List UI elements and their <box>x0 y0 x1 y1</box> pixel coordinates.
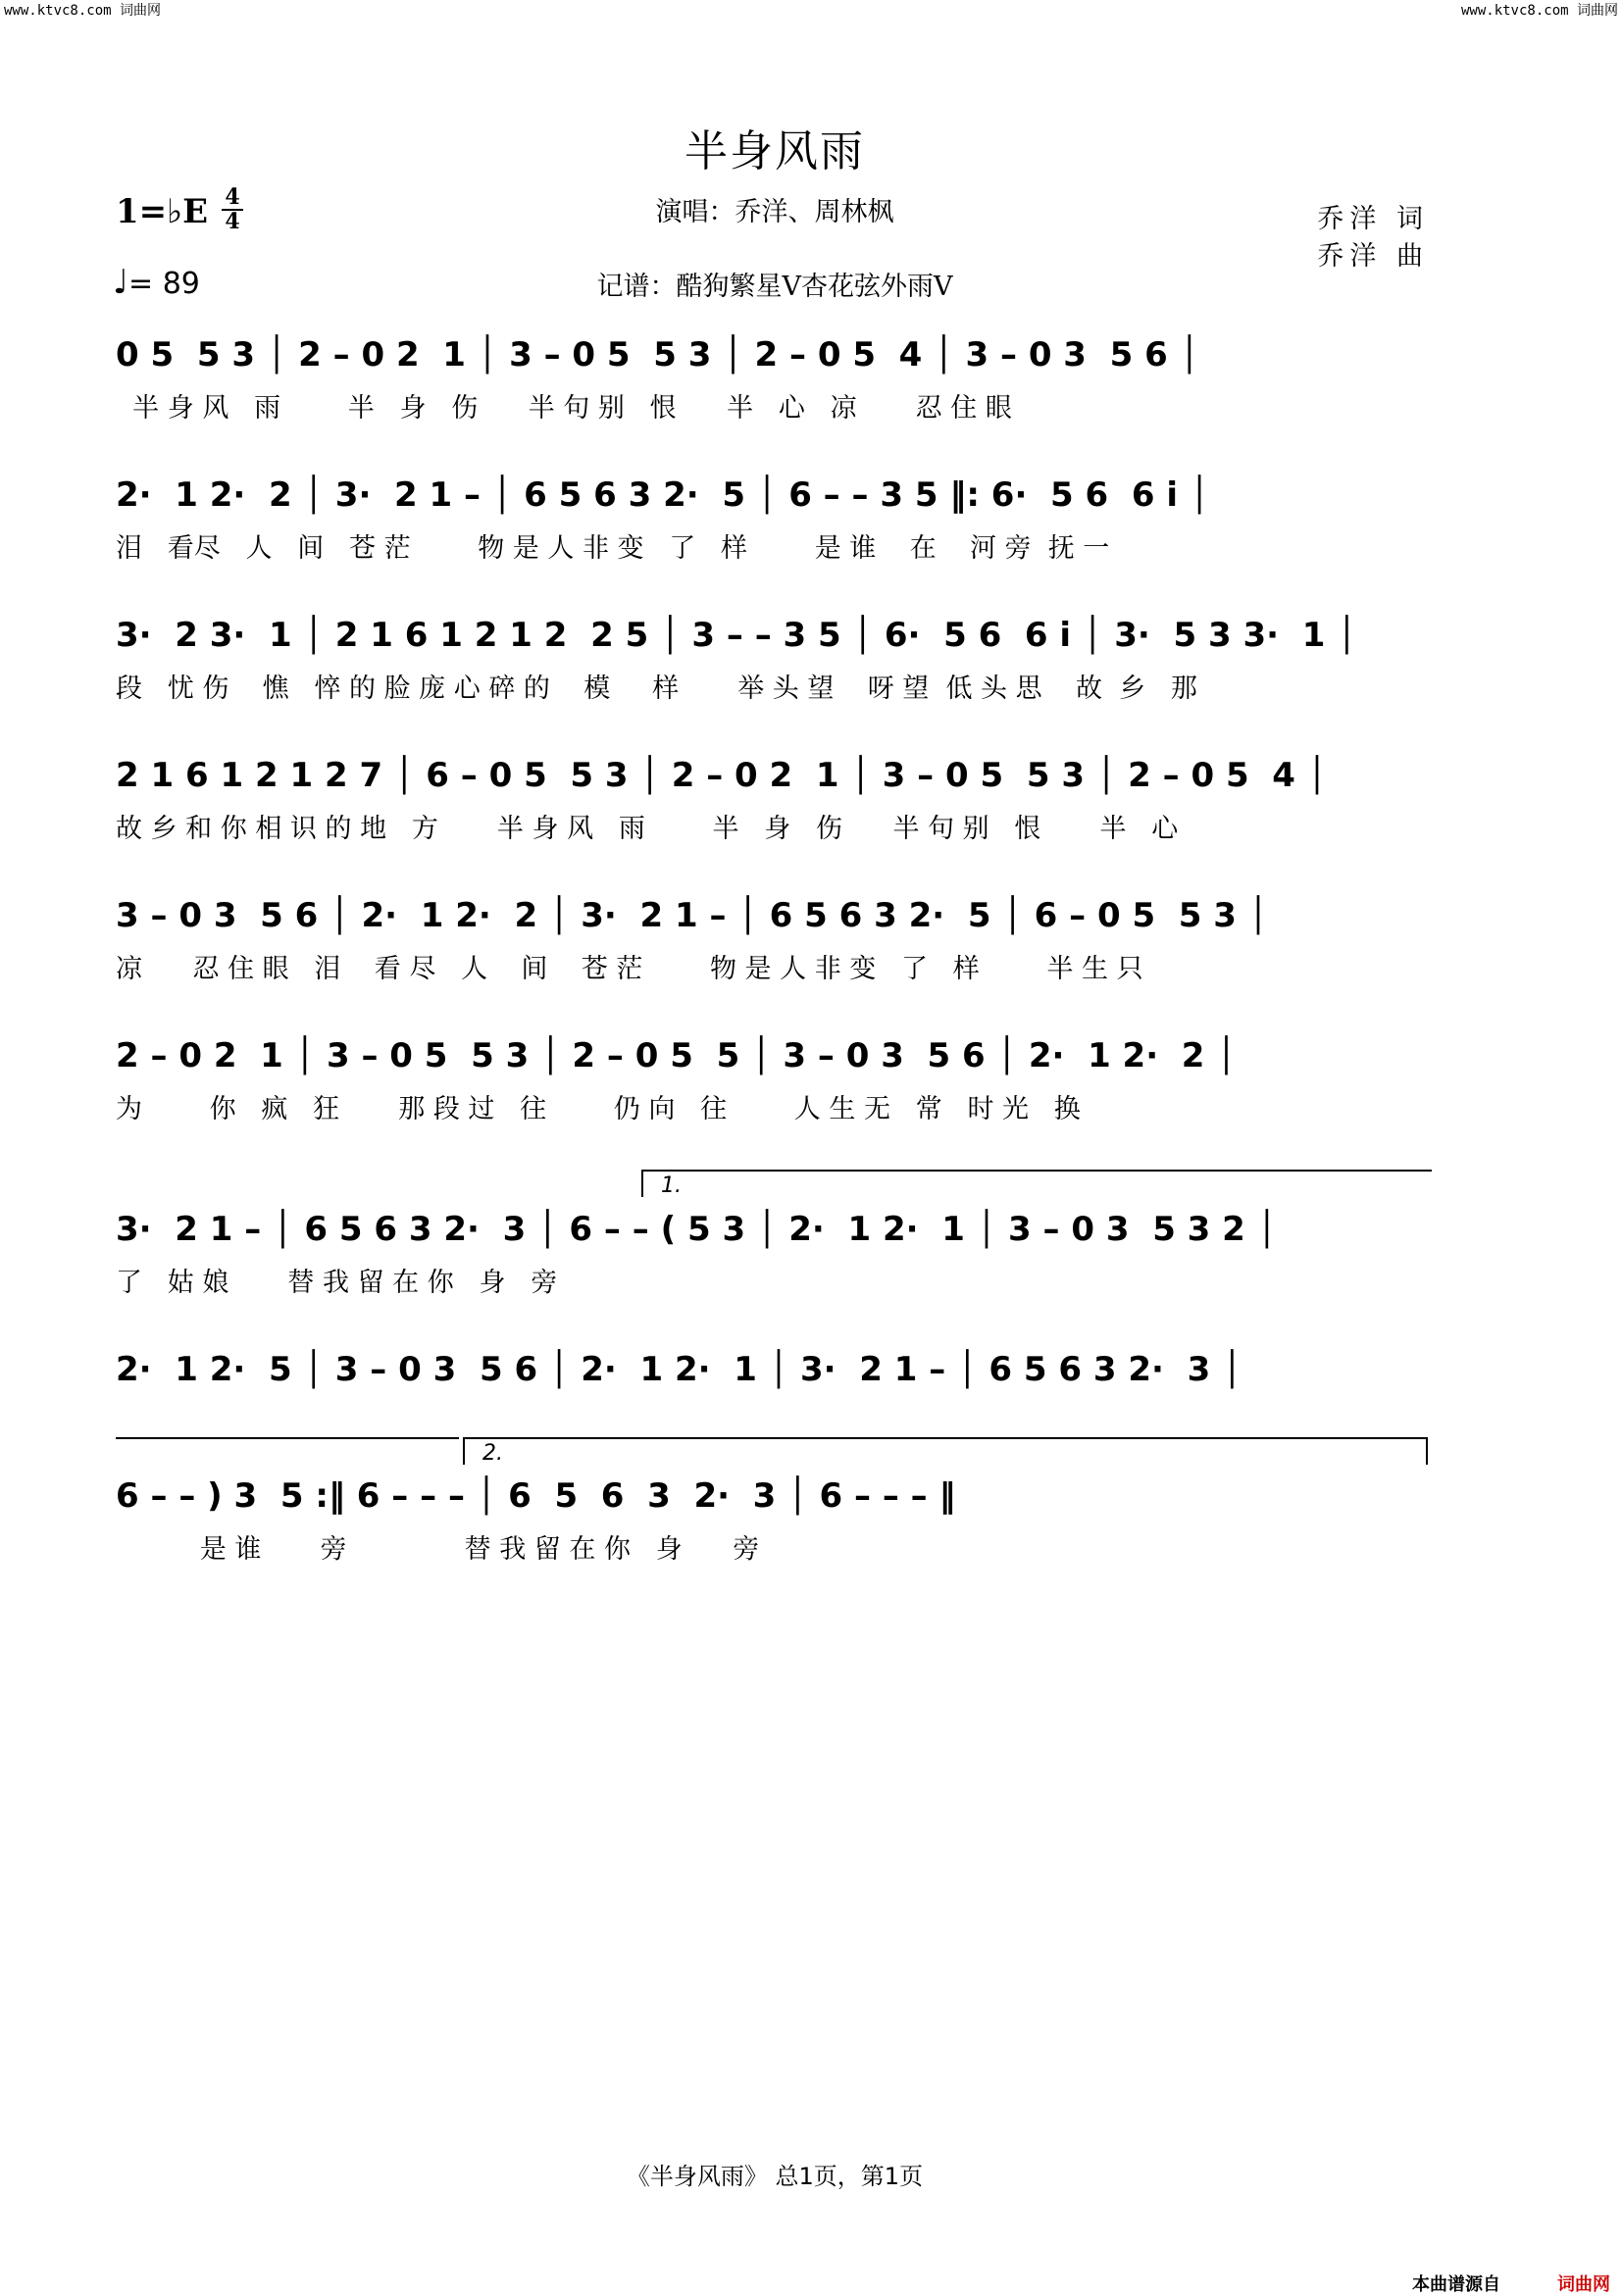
first-ending-bracket <box>641 1170 1432 1197</box>
tempo-marking <box>113 263 200 302</box>
credits <box>1317 201 1429 275</box>
header-left <box>4 0 161 20</box>
notes-line: 2· 1 2· 5 │ 3 – 0 3 5 6 │ 2· 1 2· 1 │ 3· 2 1 – │ 6 5 6 3 2· 3 │ <box>116 1350 1242 1389</box>
lyrics-line: 故 乡 和 你 相 识 的 地 方 半 身 风 雨 半 身 伤 半 句 别 恨 半 心 <box>116 814 1179 844</box>
notes-line: 3· 2 3· 1 │ 2 1 6 1 2 1 2 2 5 │ 3 – – 3 5 │ 6· 5 6 6 i │ 3· 5 3 3· 1 │ <box>116 616 1357 655</box>
lyrics-line: 泪 看尽 人 间 苍 茫 物 是 人 非 变 了 样 是 谁 在 河 旁 抚 一 <box>116 533 1110 564</box>
header-site-right: 词曲网 <box>1577 3 1618 19</box>
page-footer: 《半身风雨》 总1页，第1页 <box>626 2163 924 2190</box>
second-ending-bracket <box>463 1437 1428 1465</box>
lyrics-line: 了 姑 娘 替 我 留 在 你 身 旁 <box>116 1268 558 1298</box>
source-label: 本曲谱源自 <box>1412 2274 1500 2295</box>
first-ending-label: 1. <box>661 1173 682 1198</box>
lyrics-line: 是 谁 旁 替 我 留 在 你 身 旁 <box>116 1534 760 1565</box>
notes-line: 2· 1 2· 2 │ 3· 2 1 – │ 6 5 6 3 2· 5 │ 6 – – 3 5 ‖: 6· 5 6 6 i │ <box>116 475 1210 515</box>
meter-top: 4 <box>225 184 240 210</box>
quarter-note-icon: ♩ <box>113 263 129 302</box>
lyrics-line: 为 你 疯 狂 那 段 过 往 仍 向 往 人 生 无 常 时 光 换 <box>116 1094 1081 1124</box>
notes-line: 6 – – ) 3 5 :‖ 6 – – – │ 6 5 6 3 2· 3 │ 6 – – – ‖ <box>116 1476 956 1516</box>
lyrics-line: 凉 忍 住 眼 泪 看 尽 人 间 苍 茫 物 是 人 非 变 了 样 半 生 只 <box>116 954 1143 984</box>
notator-credit: 记谱：酷狗繁星V杏花弦外雨V <box>596 272 953 302</box>
song-title: 半身风雨 <box>684 126 865 176</box>
time-signature <box>222 186 243 233</box>
lyrics-line: 段 忧 伤 憔 悴 的 脸 庞 心 碎 的 模 样 举 头 望 呀 望 低 头 思 故 乡 那 <box>116 674 1197 704</box>
first-ending-continuation <box>116 1437 459 1439</box>
tempo-value: = 89 <box>128 267 200 301</box>
notes-line: 2 1 6 1 2 1 2 7 │ 6 – 0 5 5 3 │ 2 – 0 2 1 │ 3 – 0 5 5 3 │ 2 – 0 5 4 │ <box>116 756 1328 795</box>
source-site-link[interactable]: 词曲网 <box>1557 2274 1610 2295</box>
second-ending-label: 2. <box>482 1441 503 1466</box>
header-url: www.ktvc8.com <box>4 3 112 19</box>
lyrics-line: 半 身 风 雨 半 身 伤 半 句 别 恨 半 心 凉 忍 住 眼 <box>116 393 1012 424</box>
notes-line: 2 – 0 2 1 │ 3 – 0 5 5 3 │ 2 – 0 5 5 │ 3 – 0 3 5 6 │ 2· 1 2· 2 │ <box>116 1036 1237 1075</box>
key-signature: 1=♭E <box>116 192 209 231</box>
composer-credit: 乔洋 曲 <box>1317 241 1429 272</box>
header-right <box>1461 0 1618 20</box>
header-site: 词曲网 <box>120 3 162 19</box>
singer-credit: 演唱：乔洋、周林枫 <box>655 197 894 227</box>
meter-bottom: 4 <box>222 209 243 233</box>
notes-line: 3 – 0 3 5 6 │ 2· 1 2· 2 │ 3· 2 1 – │ 6 5 6 3 2· 5 │ 6 – 0 5 5 3 │ <box>116 896 1269 935</box>
lyricist-credit: 乔洋 词 <box>1317 204 1429 234</box>
notes-line: 0 5 5 3 │ 2 – 0 2 1 │ 3 – 0 5 5 3 │ 2 – 0 5 4 │ 3 – 0 3 5 6 │ <box>116 335 1200 374</box>
header-url-right: www.ktvc8.com <box>1460 3 1569 19</box>
notes-line: 3· 2 1 – │ 6 5 6 3 2· 3 │ 6 – – ( 5 3 │ 2· 1 2· 1 │ 3 – 0 3 5 3 2 │ <box>116 1210 1278 1249</box>
